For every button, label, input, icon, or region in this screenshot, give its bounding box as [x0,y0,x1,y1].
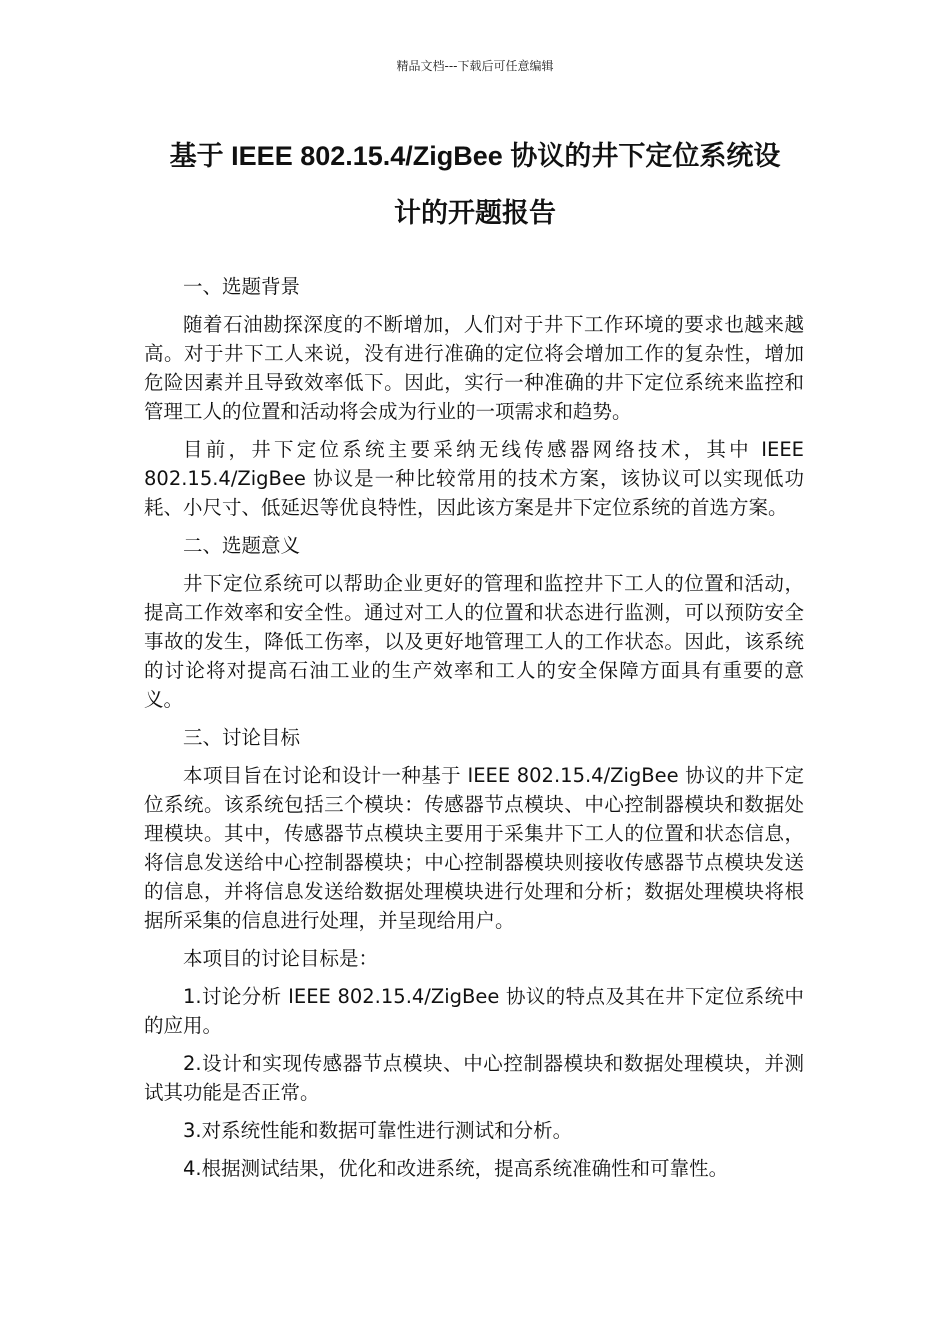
objective-item-2: 2.设计和实现传感器节点模块、中心控制器模块和数据处理模块，并测试其功能是否正常。 [144,1052,804,1104]
paragraph-background-1: 随着石油勘探深度的不断增加，人们对于井下工作环境的要求也越来越高。对于井下工人来说，没有进行准确的定位将会增加工作的复杂性，增加危险因素并且导致效率低下。因此，实行一种准确的井下定位系统来监控和管理工人的位置和活动将会成为行业的一项需求和趋势。 [144,313,804,423]
section-heading-objectives: 三、讨论目标 [183,726,301,749]
objective-item-1: 1.讨论分析 IEEE 802.15.4/ZigBee 协议的特点及其在井下定位系统中的应用。 [144,985,804,1037]
paragraph-background-2: 目前，井下定位系统主要采纳无线传感器网络技术，其中 IEEE 802.15.4/ZigBee 协议是一种比较常用的技术方案，该协议可以实现低功耗、小尺寸、低延迟等优良特性，因此该方案是井下定位系统的首选方案。 [144,438,804,519]
document-title-line-2: 计的开题报告 [394,198,556,228]
objective-item-3: 3.对系统性能和数据可靠性进行测试和分析。 [183,1119,573,1142]
document-body [144,272,804,1192]
paragraph-objectives-intro: 本项目的讨论目标是： [183,947,379,970]
objective-item-4: 4.根据测试结果，优化和改进系统，提高系统准确性和可靠性。 [183,1157,729,1180]
header-note: 精品文档---下载后可任意编辑 [396,59,554,73]
document-title-line-1: 基于 IEEE 802.15.4/ZigBee 协议的井下定位系统设 [169,141,781,171]
section-heading-background: 一、选题背景 [183,275,301,298]
paragraph-significance: 井下定位系统可以帮助企业更好的管理和监控井下工人的位置和活动，提高工作效率和安全性。通过对工人的位置和状态进行监测，可以预防安全事故的发生，降低工伤率，以及更好地管理工人的工作状态。因此，该系统的讨论将对提高石油工业的生产效率和工人的安全保障方面具有重要的意义。 [144,572,804,711]
section-heading-significance: 二、选题意义 [183,534,301,557]
paragraph-objectives: 本项目旨在讨论和设计一种基于 IEEE 802.15.4/ZigBee 协议的井下定位系统。该系统包括三个模块：传感器节点模块、中心控制器模块和数据处理模块。其中，传感器节点模块主要用于采集井下工人的位置和状态信息，将信息发送给中心控制器模块；中心控制器模块则接收传感器节点模块发送的信息，并将信息发送给数据处理模块进行处理和分析；数据处理模块将根据所采集的信息进行处理，并呈现给用户。 [144,764,804,932]
